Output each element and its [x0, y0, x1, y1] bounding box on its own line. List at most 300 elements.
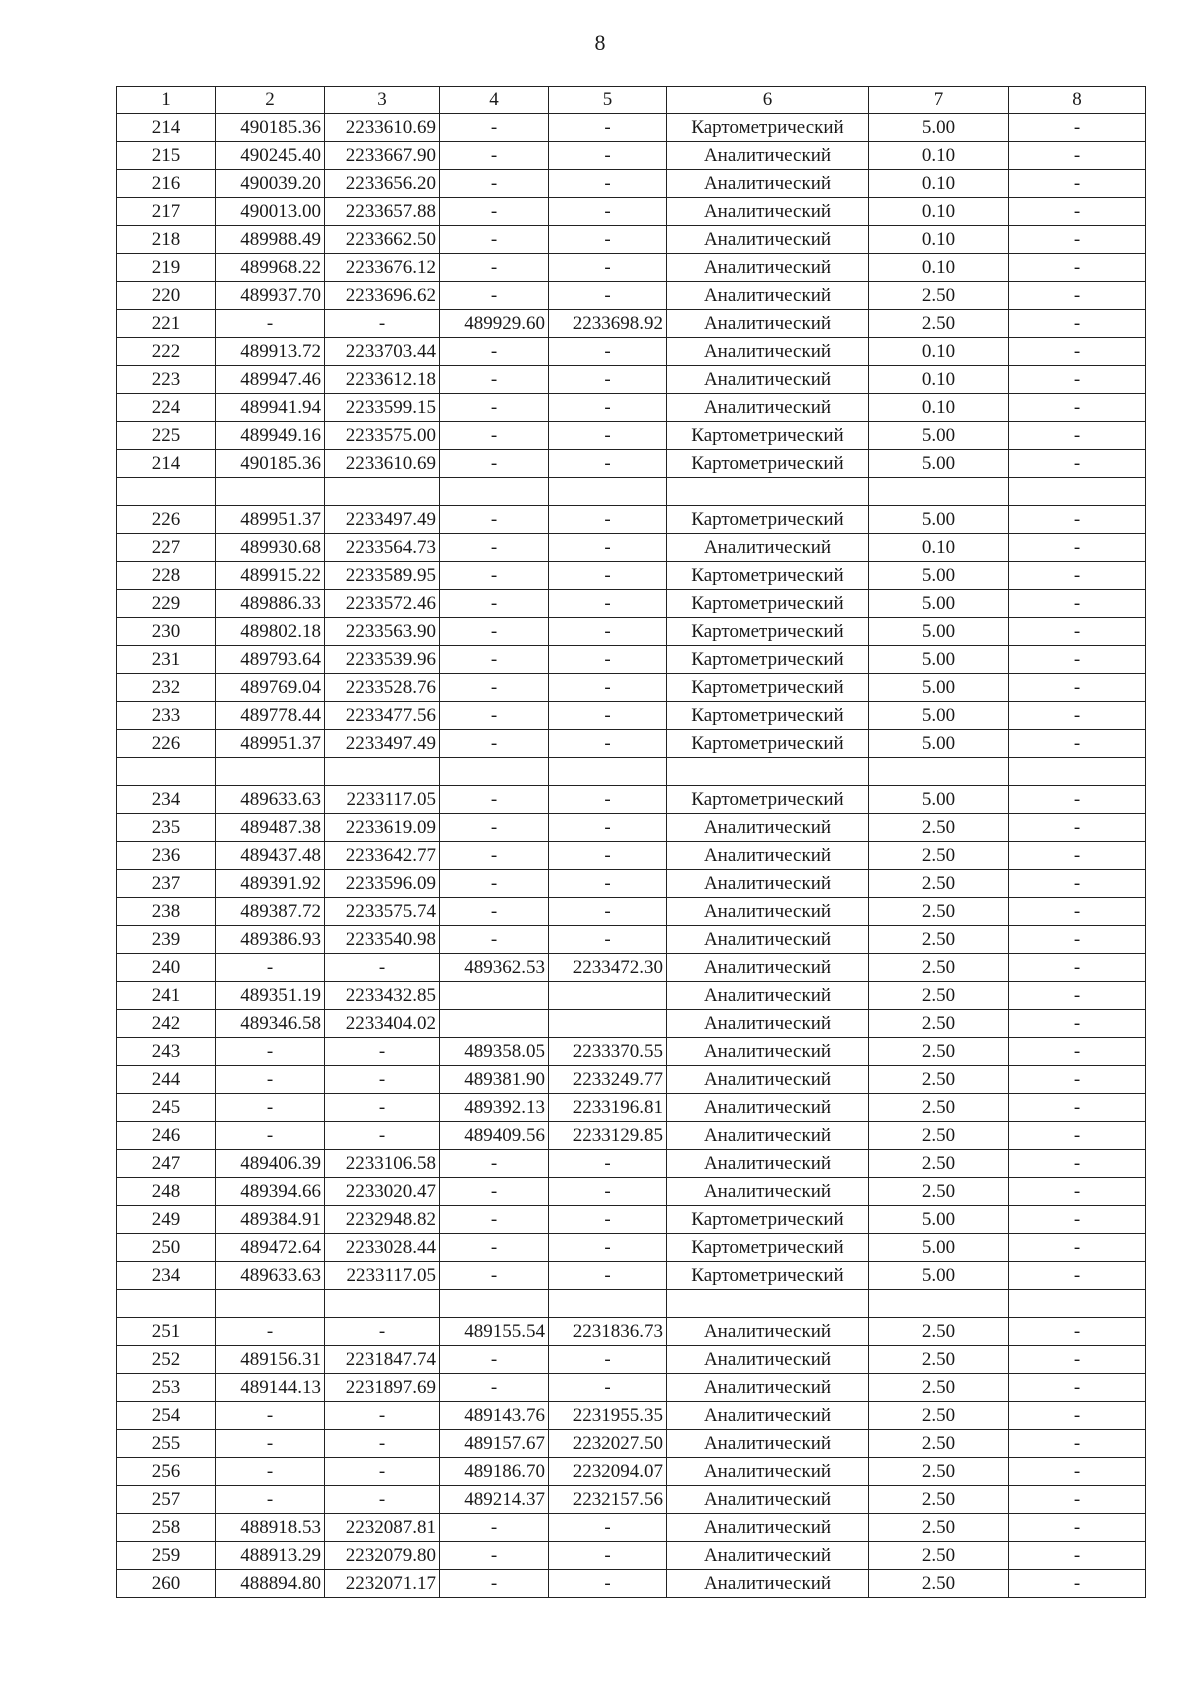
table-cell: 217	[117, 198, 216, 226]
table-cell: 2.50	[869, 954, 1009, 982]
table-row	[117, 506, 1146, 534]
table-cell: 489392.13	[440, 1094, 549, 1122]
table-cell: 490185.36	[216, 450, 325, 478]
table-cell: 0.10	[869, 142, 1009, 170]
table-cell: 489988.49	[216, 226, 325, 254]
table-cell: Аналитический	[667, 142, 869, 170]
table-cell: -	[440, 1514, 549, 1542]
table-cell: 227	[117, 534, 216, 562]
table-cell: 489362.53	[440, 954, 549, 982]
table-cell: 489409.56	[440, 1122, 549, 1150]
table-cell: 2233698.92	[549, 310, 667, 338]
table-cell: Картометрический	[667, 450, 869, 478]
table-cell: -	[440, 450, 549, 478]
table-row	[117, 198, 1146, 226]
page-number: 8	[594, 30, 606, 55]
table-cell: -	[1009, 1458, 1146, 1486]
table-cell: -	[440, 1542, 549, 1570]
table-cell: -	[440, 142, 549, 170]
table-cell: -	[440, 394, 549, 422]
table-cell: 2233432.85	[325, 982, 440, 1010]
table-cell: Аналитический	[667, 1038, 869, 1066]
table-cell: -	[440, 1346, 549, 1374]
table-row	[117, 562, 1146, 590]
table-cell: 489633.63	[216, 786, 325, 814]
table-cell: -	[1009, 1094, 1146, 1122]
table-cell: 2233129.85	[549, 1122, 667, 1150]
table-cell: 2233404.02	[325, 1010, 440, 1038]
table-cell: Аналитический	[667, 1402, 869, 1430]
column-header: 5	[549, 87, 667, 114]
table-cell: 2233539.96	[325, 646, 440, 674]
table-cell: -	[440, 1262, 549, 1290]
table-cell: -	[216, 1402, 325, 1430]
table-cell: -	[325, 954, 440, 982]
table-cell: 247	[117, 1150, 216, 1178]
table-cell: 225	[117, 422, 216, 450]
table-row	[117, 590, 1146, 618]
table-cell	[325, 758, 440, 786]
table-cell: 489949.16	[216, 422, 325, 450]
table-cell: 2233662.50	[325, 226, 440, 254]
table-row	[117, 1346, 1146, 1374]
table-cell: Аналитический	[667, 814, 869, 842]
table-cell: Аналитический	[667, 534, 869, 562]
table-cell: 2233249.77	[549, 1066, 667, 1094]
table-cell: 489186.70	[440, 1458, 549, 1486]
table-cell: -	[549, 730, 667, 758]
table-cell: 251	[117, 1318, 216, 1346]
table-cell: 5.00	[869, 562, 1009, 590]
table-cell: -	[1009, 450, 1146, 478]
table-cell: 2.50	[869, 1318, 1009, 1346]
table-row	[117, 226, 1146, 254]
table-cell: 2233106.58	[325, 1150, 440, 1178]
table-cell: 2233497.49	[325, 730, 440, 758]
table-cell: 5.00	[869, 786, 1009, 814]
table-row	[117, 982, 1146, 1010]
table-cell: -	[549, 702, 667, 730]
table-cell: -	[216, 1066, 325, 1094]
table-cell: 260	[117, 1570, 216, 1598]
table-cell: -	[1009, 898, 1146, 926]
table-cell: Аналитический	[667, 898, 869, 926]
table-row	[117, 1374, 1146, 1402]
table-cell	[325, 478, 440, 506]
table-cell: 249	[117, 1206, 216, 1234]
table-cell: 2232079.80	[325, 1542, 440, 1570]
table-cell: -	[216, 1318, 325, 1346]
table-cell: 489947.46	[216, 366, 325, 394]
table-cell: -	[549, 338, 667, 366]
table-cell: -	[1009, 562, 1146, 590]
table-cell: -	[1009, 506, 1146, 534]
table-cell: 5.00	[869, 422, 1009, 450]
table-cell: 2233676.12	[325, 254, 440, 282]
table-cell: -	[440, 422, 549, 450]
table-cell: Аналитический	[667, 1374, 869, 1402]
table-cell: 5.00	[869, 1234, 1009, 1262]
table-cell: 2233667.90	[325, 142, 440, 170]
table-cell: 2.50	[869, 814, 1009, 842]
table-cell: Аналитический	[667, 954, 869, 982]
table-cell: -	[1009, 1542, 1146, 1570]
table-cell: 228	[117, 562, 216, 590]
table-cell: 2232027.50	[549, 1430, 667, 1458]
table-cell: Аналитический	[667, 982, 869, 1010]
table-row	[117, 1570, 1146, 1598]
table-cell: Аналитический	[667, 366, 869, 394]
table-cell: 242	[117, 1010, 216, 1038]
table-row	[117, 1514, 1146, 1542]
table-cell: -	[1009, 646, 1146, 674]
table-cell: 5.00	[869, 646, 1009, 674]
table-cell: -	[440, 506, 549, 534]
table-cell: -	[549, 842, 667, 870]
table-cell: 250	[117, 1234, 216, 1262]
table-cell: 219	[117, 254, 216, 282]
table-row	[117, 618, 1146, 646]
table-cell: Картометрический	[667, 422, 869, 450]
table-cell: 2233117.05	[325, 1262, 440, 1290]
table-cell: 489915.22	[216, 562, 325, 590]
table-cell: -	[1009, 422, 1146, 450]
table-cell: -	[325, 1122, 440, 1150]
table-cell: 2231897.69	[325, 1374, 440, 1402]
table-cell: 2.50	[869, 1066, 1009, 1094]
table-cell: -	[325, 1402, 440, 1430]
column-header: 7	[869, 87, 1009, 114]
table-cell: 489157.67	[440, 1430, 549, 1458]
table-cell: -	[1009, 926, 1146, 954]
table-cell: 0.10	[869, 366, 1009, 394]
table-cell: Аналитический	[667, 1318, 869, 1346]
table-cell: 2.50	[869, 1402, 1009, 1430]
table-cell: -	[1009, 618, 1146, 646]
table-row	[117, 1458, 1146, 1486]
table-cell: 0.10	[869, 170, 1009, 198]
column-header: 8	[1009, 87, 1146, 114]
table-row	[117, 142, 1146, 170]
table-row	[117, 170, 1146, 198]
table-cell: 489886.33	[216, 590, 325, 618]
table-cell: 490185.36	[216, 114, 325, 142]
table-cell: Картометрический	[667, 674, 869, 702]
table-cell: 235	[117, 814, 216, 842]
table-cell: 489156.31	[216, 1346, 325, 1374]
table-body	[117, 114, 1146, 1598]
table-cell	[325, 1290, 440, 1318]
table-cell: 255	[117, 1430, 216, 1458]
column-header: 4	[440, 87, 549, 114]
table-cell: 2232071.17	[325, 1570, 440, 1598]
table-cell: -	[216, 310, 325, 338]
table-cell: 489214.37	[440, 1486, 549, 1514]
table-cell: 5.00	[869, 1206, 1009, 1234]
table-cell: 256	[117, 1458, 216, 1486]
table-cell: 489941.94	[216, 394, 325, 422]
table-cell: 2233028.44	[325, 1234, 440, 1262]
table-cell: -	[440, 1234, 549, 1262]
table-cell: 232	[117, 674, 216, 702]
table-cell: -	[1009, 1122, 1146, 1150]
table-cell: -	[216, 1094, 325, 1122]
table-cell: 0.10	[869, 394, 1009, 422]
table-cell: 252	[117, 1346, 216, 1374]
table-cell: 489951.37	[216, 506, 325, 534]
table-cell: 0.10	[869, 198, 1009, 226]
table-cell	[440, 478, 549, 506]
table-cell: 239	[117, 926, 216, 954]
table-cell: 254	[117, 1402, 216, 1430]
table-cell: 2233642.77	[325, 842, 440, 870]
table-cell: -	[549, 618, 667, 646]
table-cell: -	[440, 562, 549, 590]
table-cell: 224	[117, 394, 216, 422]
table-cell	[549, 1290, 667, 1318]
table-cell: Аналитический	[667, 1458, 869, 1486]
table-row	[117, 310, 1146, 338]
table-cell: 5.00	[869, 618, 1009, 646]
table-cell: 2233564.73	[325, 534, 440, 562]
table-cell	[1009, 478, 1146, 506]
table-cell: -	[1009, 1066, 1146, 1094]
table-cell: -	[1009, 590, 1146, 618]
table-cell: -	[549, 590, 667, 618]
table-cell: 215	[117, 142, 216, 170]
table-cell	[1009, 758, 1146, 786]
table-cell: 490013.00	[216, 198, 325, 226]
table-cell: 489155.54	[440, 1318, 549, 1346]
table-row	[117, 758, 1146, 786]
table-cell: 2.50	[869, 898, 1009, 926]
table-cell: -	[1009, 366, 1146, 394]
table-cell: -	[549, 534, 667, 562]
table-cell: -	[549, 1346, 667, 1374]
table-cell: 2233540.98	[325, 926, 440, 954]
table-cell: -	[325, 1430, 440, 1458]
table-cell: Картометрический	[667, 562, 869, 590]
column-header: 3	[325, 87, 440, 114]
table-cell: 234	[117, 1262, 216, 1290]
table-cell: 243	[117, 1038, 216, 1066]
table-cell: -	[440, 1150, 549, 1178]
table-cell	[216, 758, 325, 786]
table-cell: 221	[117, 310, 216, 338]
table-cell: Картометрический	[667, 1262, 869, 1290]
table-cell	[667, 758, 869, 786]
table-cell: -	[549, 562, 667, 590]
table-cell: 2233657.88	[325, 198, 440, 226]
table-cell: -	[216, 954, 325, 982]
table-row	[117, 898, 1146, 926]
table-cell: Аналитический	[667, 1486, 869, 1514]
table-cell: 231	[117, 646, 216, 674]
table-cell: Аналитический	[667, 1066, 869, 1094]
table-row	[117, 534, 1146, 562]
table-cell: 2233477.56	[325, 702, 440, 730]
table-row	[117, 926, 1146, 954]
table-cell: 489778.44	[216, 702, 325, 730]
table-row	[117, 1262, 1146, 1290]
table-cell: 253	[117, 1374, 216, 1402]
table-cell: Аналитический	[667, 198, 869, 226]
table-cell: 2.50	[869, 870, 1009, 898]
table-cell: -	[1009, 674, 1146, 702]
header-row	[117, 87, 1146, 114]
table-cell: Аналитический	[667, 1542, 869, 1570]
table-cell: -	[549, 646, 667, 674]
table-row	[117, 674, 1146, 702]
table-cell: 0.10	[869, 338, 1009, 366]
table-cell	[440, 1010, 549, 1038]
table-cell: -	[440, 646, 549, 674]
table-cell: Аналитический	[667, 254, 869, 282]
table-cell: -	[1009, 702, 1146, 730]
table-cell: -	[1009, 338, 1146, 366]
table-row	[117, 870, 1146, 898]
table-cell: 2233196.81	[549, 1094, 667, 1122]
table-cell: -	[325, 1038, 440, 1066]
table-cell: 2.50	[869, 1038, 1009, 1066]
table-cell: -	[1009, 1346, 1146, 1374]
table-row	[117, 422, 1146, 450]
table-row	[117, 1290, 1146, 1318]
table-cell: 489144.13	[216, 1374, 325, 1402]
table-cell: 214	[117, 450, 216, 478]
table-row	[117, 954, 1146, 982]
table-row	[117, 1066, 1146, 1094]
table-row	[117, 814, 1146, 842]
table-cell: -	[440, 1374, 549, 1402]
table-cell: 2.50	[869, 1346, 1009, 1374]
table-cell: 226	[117, 730, 216, 758]
table-cell: 2.50	[869, 310, 1009, 338]
table-cell: 489929.60	[440, 310, 549, 338]
table-cell: 2232094.07	[549, 1458, 667, 1486]
table-cell: -	[1009, 1234, 1146, 1262]
column-header: 1	[117, 87, 216, 114]
table-cell: -	[1009, 394, 1146, 422]
table-cell: 234	[117, 786, 216, 814]
table-cell: 5.00	[869, 730, 1009, 758]
table-cell: 226	[117, 506, 216, 534]
table-cell: Аналитический	[667, 394, 869, 422]
table-cell: Картометрический	[667, 646, 869, 674]
table-cell: 5.00	[869, 702, 1009, 730]
table-cell: Аналитический	[667, 226, 869, 254]
table-cell: -	[1009, 282, 1146, 310]
table-cell: 2233589.95	[325, 562, 440, 590]
table-cell: -	[1009, 1038, 1146, 1066]
table-cell: -	[440, 366, 549, 394]
table-cell: 2.50	[869, 1094, 1009, 1122]
table-cell: 2232157.56	[549, 1486, 667, 1514]
table-row	[117, 366, 1146, 394]
table-cell: -	[440, 898, 549, 926]
table-cell: -	[440, 114, 549, 142]
table-cell: -	[1009, 1318, 1146, 1346]
table-cell: 489472.64	[216, 1234, 325, 1262]
table-cell: 2233528.76	[325, 674, 440, 702]
table-cell: Аналитический	[667, 170, 869, 198]
table-cell: 2.50	[869, 1542, 1009, 1570]
table-cell: 2233572.46	[325, 590, 440, 618]
table-cell: 490039.20	[216, 170, 325, 198]
table-cell: 489930.68	[216, 534, 325, 562]
table-cell: 489913.72	[216, 338, 325, 366]
table-cell: 488913.29	[216, 1542, 325, 1570]
table-cell: 2233596.09	[325, 870, 440, 898]
table-cell: 2.50	[869, 1178, 1009, 1206]
table-cell: Аналитический	[667, 282, 869, 310]
table-row	[117, 282, 1146, 310]
table-row	[117, 1122, 1146, 1150]
table-cell: -	[1009, 170, 1146, 198]
table-row	[117, 1402, 1146, 1430]
table-cell: -	[1009, 730, 1146, 758]
table-row	[117, 254, 1146, 282]
table-cell: 222	[117, 338, 216, 366]
table-cell	[216, 478, 325, 506]
table-cell: 489381.90	[440, 1066, 549, 1094]
table-cell: -	[549, 142, 667, 170]
table-cell: 2233599.15	[325, 394, 440, 422]
table-cell: -	[440, 282, 549, 310]
table-cell: 246	[117, 1122, 216, 1150]
table-cell: 489384.91	[216, 1206, 325, 1234]
table-cell: -	[1009, 1570, 1146, 1598]
table-cell: 240	[117, 954, 216, 982]
table-cell: -	[549, 1150, 667, 1178]
table-cell: Аналитический	[667, 842, 869, 870]
table-cell: 2.50	[869, 1150, 1009, 1178]
table-cell: 2233612.18	[325, 366, 440, 394]
table-cell: -	[549, 786, 667, 814]
table-cell: -	[440, 1178, 549, 1206]
table-cell: 489951.37	[216, 730, 325, 758]
table-cell: -	[440, 674, 549, 702]
table-cell: 259	[117, 1542, 216, 1570]
table-cell: 489793.64	[216, 646, 325, 674]
table-cell: -	[325, 1094, 440, 1122]
table-cell: -	[440, 730, 549, 758]
table-cell: Аналитический	[667, 1150, 869, 1178]
table-cell: 2233575.00	[325, 422, 440, 450]
table-cell: 0.10	[869, 226, 1009, 254]
table-row	[117, 1206, 1146, 1234]
table-cell: 489968.22	[216, 254, 325, 282]
table-cell: 489386.93	[216, 926, 325, 954]
table-cell: -	[1009, 1514, 1146, 1542]
table-cell: -	[1009, 842, 1146, 870]
table-cell	[869, 478, 1009, 506]
table-cell: 2.50	[869, 982, 1009, 1010]
table-cell: Аналитический	[667, 926, 869, 954]
table-cell: -	[1009, 814, 1146, 842]
table-cell: Аналитический	[667, 1010, 869, 1038]
table-cell: 241	[117, 982, 216, 1010]
table-cell: 2.50	[869, 1122, 1009, 1150]
table-cell: -	[1009, 1486, 1146, 1514]
table-cell: -	[1009, 870, 1146, 898]
table-cell: 488894.80	[216, 1570, 325, 1598]
table-cell: 220	[117, 282, 216, 310]
table-cell: -	[549, 198, 667, 226]
table-cell: -	[1009, 1402, 1146, 1430]
table-cell: 2.50	[869, 1458, 1009, 1486]
table-cell: Аналитический	[667, 1178, 869, 1206]
